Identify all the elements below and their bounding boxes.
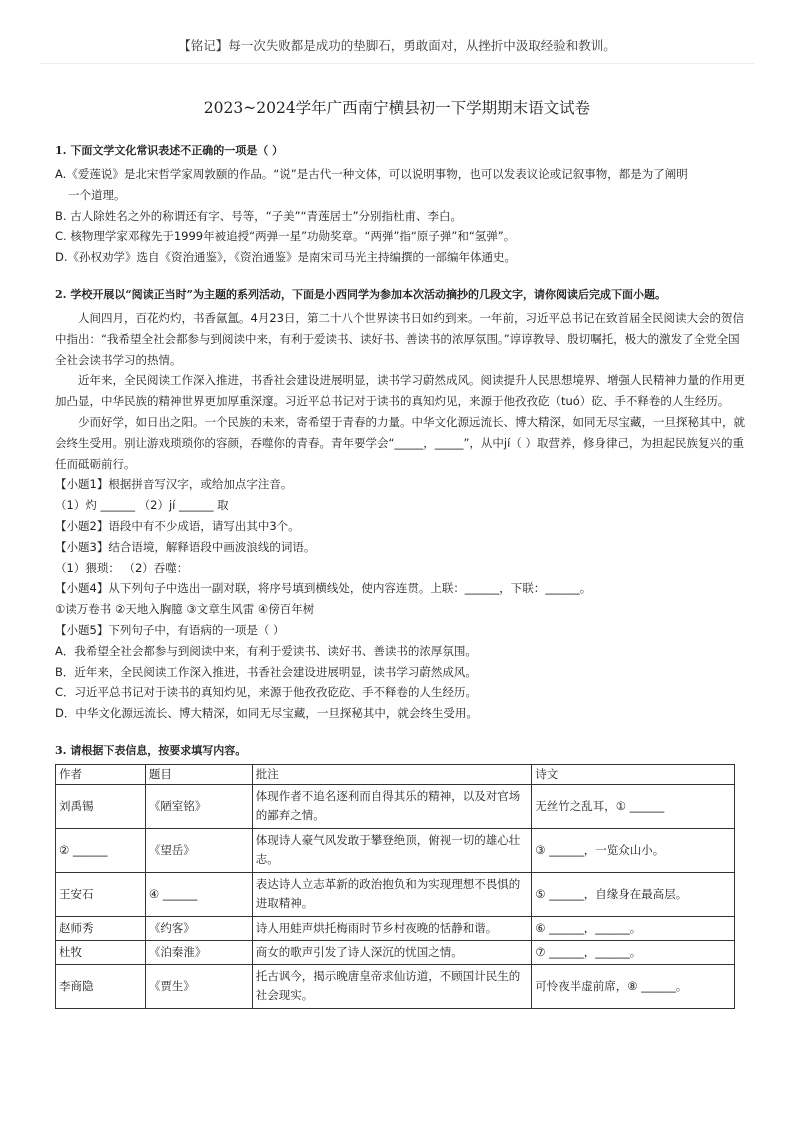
table-row bbox=[56, 964, 735, 1008]
table-cell-poem: ⑤ ______，自缘身在最高层。 bbox=[532, 872, 735, 916]
exam-content bbox=[55, 142, 745, 1009]
q2-paragraph-2: 近年来，全民阅读工作深入推进，书香社会建设进展明显，读书学习蔚然成风。阅读提升人民思想境界、增强人民精神力量的作用更加凸显，中华民族的精神世界更加厚重深邃。习近平总书记对于读书的真知灼见，来源于他孜孜矻（tuó）矻、手不释卷的人生经历。 bbox=[55, 373, 745, 409]
table-cell-author: ② ______ bbox=[56, 828, 146, 872]
table-cell-title: 《望岳》 bbox=[145, 828, 252, 872]
table-cell-title: 《贾生》 bbox=[145, 964, 252, 1008]
q1-option-d: D.《孙权劝学》选自《资治通鉴》，《资治通鉴》是南宋司马光主持编撰的一部编年体通史。 bbox=[55, 250, 517, 265]
table-cell-poem: ⑥ ______，______。 bbox=[532, 916, 735, 940]
table-cell-note: 商女的歌声引发了诗人深沉的忧国之情。 bbox=[252, 940, 532, 964]
table-cell-author: 赵师秀 bbox=[56, 916, 146, 940]
table-cell-title: 《陋室铭》 bbox=[145, 784, 252, 828]
table-cell-poem: 无丝竹之乱耳，① ______ bbox=[532, 784, 735, 828]
q1-option-a-cont: 一个道理。 bbox=[68, 187, 126, 202]
table-cell-author: 李商隐 bbox=[56, 964, 146, 1008]
q2-sub-3-items: （1）猥琐： （2）吞噬： bbox=[55, 560, 189, 575]
table-cell-author: 杜牧 bbox=[56, 940, 146, 964]
table-cell-title: 《泊秦淮》 bbox=[145, 940, 252, 964]
table-header-cell: 批注 bbox=[252, 764, 532, 784]
table-header-cell: 题目 bbox=[145, 764, 252, 784]
q1-option-c: C. 核物理学家邓稼先于1999年被追授“两弹一星”功勋奖章。“两弹”指“原子弹”和“氢弹”。 bbox=[55, 229, 516, 244]
table-cell-note: 诗人用蛙声烘托梅雨时节乡村夜晚的恬静和谐。 bbox=[252, 916, 532, 940]
question-2-stem: 2. 学校开展以“阅读正当时”为主题的系列活动，下面是小西同学为参加本次活动摘抄的几段文字，请你阅读后完成下面小题。 bbox=[55, 287, 666, 301]
table-cell-note: 托古讽今，揭示晚唐皇帝求仙访道，不顾国计民生的社会现实。 bbox=[252, 964, 532, 1008]
table-cell-author: 王安石 bbox=[56, 872, 146, 916]
table-cell-note: 体现诗人豪气风发敢于攀登绝顶，俯视一切的雄心壮志。 bbox=[252, 828, 532, 872]
motto-banner: 【铭记】每一次失败都是成功的垫脚石，勇敢面对，从挫折中汲取经验和教训。 bbox=[178, 38, 616, 53]
question-3 bbox=[55, 742, 745, 1009]
table-cell-author: 刘禹锡 bbox=[56, 784, 146, 828]
q2-sub-5-option-a: A．我希望全社会都参与到阅读中来，有利于爱读书、读好书、善读书的浓厚氛围。 bbox=[55, 643, 477, 658]
header-divider bbox=[40, 63, 754, 64]
q2-sub-1: 【小题1】根据拼音写汉字，或给加点字注音。 bbox=[55, 477, 293, 492]
table-header-row bbox=[56, 764, 735, 784]
q2-sub-4: 【小题4】从下列句子中选出一副对联，将序号填到横线处，使内容连贯。上联：______，下联：______。 bbox=[55, 581, 592, 596]
q2-sub-3: 【小题3】结合语境，解释语段中画波浪线的词语。 bbox=[55, 539, 316, 554]
q1-option-b: B. 古人除姓名之外的称谓还有字、号等，“子美”“青莲居士”分别指杜甫、李白。 bbox=[55, 208, 463, 223]
question-3-stem: 3. 请根据下表信息，按要求填写内容。 bbox=[55, 743, 247, 757]
table-row bbox=[56, 784, 735, 828]
q2-sub-5-option-c: C．习近平总书记对于读书的真知灼见，来源于他孜孜矻矻、手不释卷的人生经历。 bbox=[55, 685, 478, 700]
table-cell-note: 表达诗人立志革新的政治抱负和为实现理想不畏惧的进取精神。 bbox=[252, 872, 532, 916]
table-header-cell: 作者 bbox=[56, 764, 146, 784]
table-cell-note: 体现作者不追名逐利而自得其乐的精神，以及对官场的鄙弃之情。 bbox=[252, 784, 532, 828]
q1-option-a: A.《爱莲说》是北宋哲学家周敦颐的作品。“说”是古代一种文体，可以说明事物，也可以发表议论或记叙事物，都是为了阐明 bbox=[55, 167, 688, 181]
q2-sub-5-option-b: B．近年来，全民阅读工作深入推进，书香社会建设进展明显，读书学习蔚然成风。 bbox=[55, 664, 477, 679]
table-cell-poem: ③ ______，一览众山小。 bbox=[532, 828, 735, 872]
q2-sub-4-options: ①读万卷书 ②天地入胸臆 ③文章生风雷 ④傍百年树 bbox=[55, 602, 315, 617]
question-2 bbox=[55, 286, 745, 724]
table-row bbox=[56, 872, 735, 916]
table-cell-title: 《约客》 bbox=[145, 916, 252, 940]
q2-sub-5-option-d: D．中华文化源远流长、博大精深，如同无尽宝藏，一旦探秘其中，就会终生受用。 bbox=[55, 706, 478, 721]
poetry-table bbox=[55, 764, 735, 1009]
exam-title: 2023~2024学年广西南宁横县初一下学期期末语文试卷 bbox=[203, 99, 591, 117]
q2-sub-1-items: （1）灼 ______ （2）jí ______ 取 bbox=[55, 498, 229, 513]
question-1 bbox=[55, 142, 745, 268]
question-1-stem: 1. 下面文学文化常识表述不正确的一项是（ ） bbox=[55, 144, 284, 157]
table-cell-title: ④ ______ bbox=[145, 872, 252, 916]
table-row bbox=[56, 916, 735, 940]
table-row bbox=[56, 940, 735, 964]
q2-paragraph-1: 人间四月，百花灼灼，书香氤氲。4月23日，第二十八个世界读书日如约到来。一年前，习近平总书记在致首届全民阅读大会的贺信中指出：“我希望全社会都参与到阅读中来，有利于爱读书、读好书、善读书的浓厚氛围。”谆谆教导、殷切嘱托，极大的激发了全党全国全社会读书学习的热情。 bbox=[55, 310, 744, 367]
table-cell-poem: ⑦ ______，______。 bbox=[532, 940, 735, 964]
q2-sub-2: 【小题2】语段中有不少成语，请写出其中3个。 bbox=[55, 518, 300, 533]
q2-paragraph-3: 少而好学，如日出之阳。一个民族的未来，寄希望于青春的力量。中华文化源远流长、博大精深，如同无尽宝藏，一旦探秘其中，就会终生受用。别让游戏琐琐你的容颜，吞噬你的青春。青年要学会“_____，_____”，从中jí（ ）取营养，修身律己，为担起民族复兴的重任而砥砺前行。 bbox=[55, 414, 745, 471]
table-row bbox=[56, 828, 735, 872]
table-cell-poem: 可怜夜半虚前席，⑧ ______。 bbox=[532, 964, 735, 1008]
table-header-cell: 诗文 bbox=[532, 764, 735, 784]
q2-sub-5: 【小题5】下列句子中，有语病的一项是（ ） bbox=[55, 622, 285, 637]
